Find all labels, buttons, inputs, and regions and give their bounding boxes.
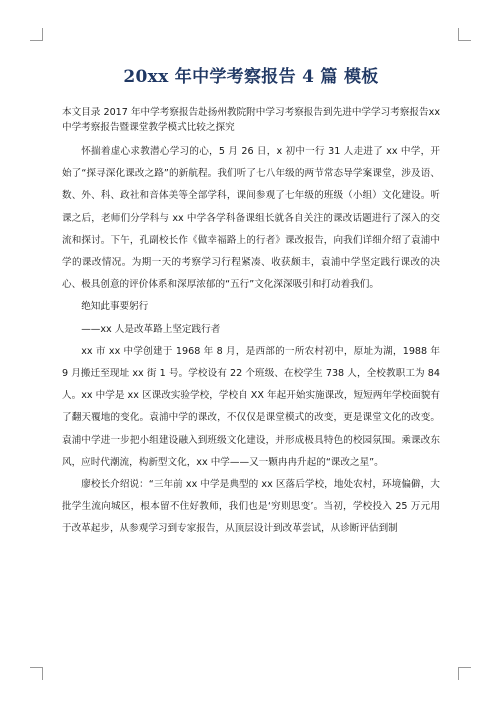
table-of-contents: 本文目录 2017 年中学考察报告赴扬州教院附中学习考察报告到先进中学学习考察报告xx 中学考察报告暨课堂教学模式比较之探究 [62,107,440,133]
crop-mark-bottom-right [458,667,471,680]
paragraph-school-history: xx 市 xx 中学创建于 1968 年 8 月，是西部的一所农村初中，原址为湖，1988 年 9 月搬迁至现址 xx 街 1 号。学校设有 22 个班级、在校学生 738 人，全校教职工为 84 人。xx 中学是 xx 区课改实验学校，学校自 XX 年起开始实施课改，短短两年学校面貌有了翻天覆地的变化。袁浦中学的课改，不仅仅是课堂模式的改变，更是课堂文化的改变。袁浦中学进一步把小组建设融入到班级文化建设，并形成极具特色的校园氛围。乘课改东风，应时代潮流，构新型文化，xx 中学——又一颗冉冉升起的“课改之星”。 [62,345,440,468]
paragraph-intro: 怀揣着虚心求教潜心学习的心，5 月 26 日，x 初中一行 31 人走进了 xx 中学，开始了“探寻深化课改之路”的新航程。我们听了七八年级的两节常态导学案课堂，涉及语、数、外、科、政社和音体美等全部学科，课间参观了七年级的班级（小组）文化建设。听课之后，老师们分学科与 xx 中学各学科备课组长就各自关注的课改话题进行了深入的交流和探讨。下午，孔副校长作《做幸福路上的行者》课改报告，向我们详细介绍了袁浦中学的课改情况。为期一天的考察学习行程紧凑、收获颇丰，袁浦中学坚定践行课改的决心、极具创意的评价体系和深厚浓郁的“五行”文化深深吸引和打动着我们。 [62,146,440,291]
crop-mark-top-left [30,28,43,41]
document-page [62,62,440,541]
paragraph-principal-quote: 廖校长介绍说：“三年前 xx 中学是典型的 xx 区落后学校，地处农村，环境偏僻，大批学生流向城区，根本留不住好教师，我们也是‘穷则思变’。当初，学校投入 25 万元用于改革起步，从参观学习到专家报告，从顶层设计到改革尝试，从诊断评估到制 [62,479,440,535]
crop-mark-bottom-left [30,667,43,680]
section-heading: 绝知此事要躬行 [81,301,149,313]
section-subheading: ——xx 人是改革路上坚定践行者 [81,323,221,335]
document-title: 20xx 年中学考察报告 4 篇 模板 [123,67,379,87]
crop-mark-top-right [458,28,471,41]
